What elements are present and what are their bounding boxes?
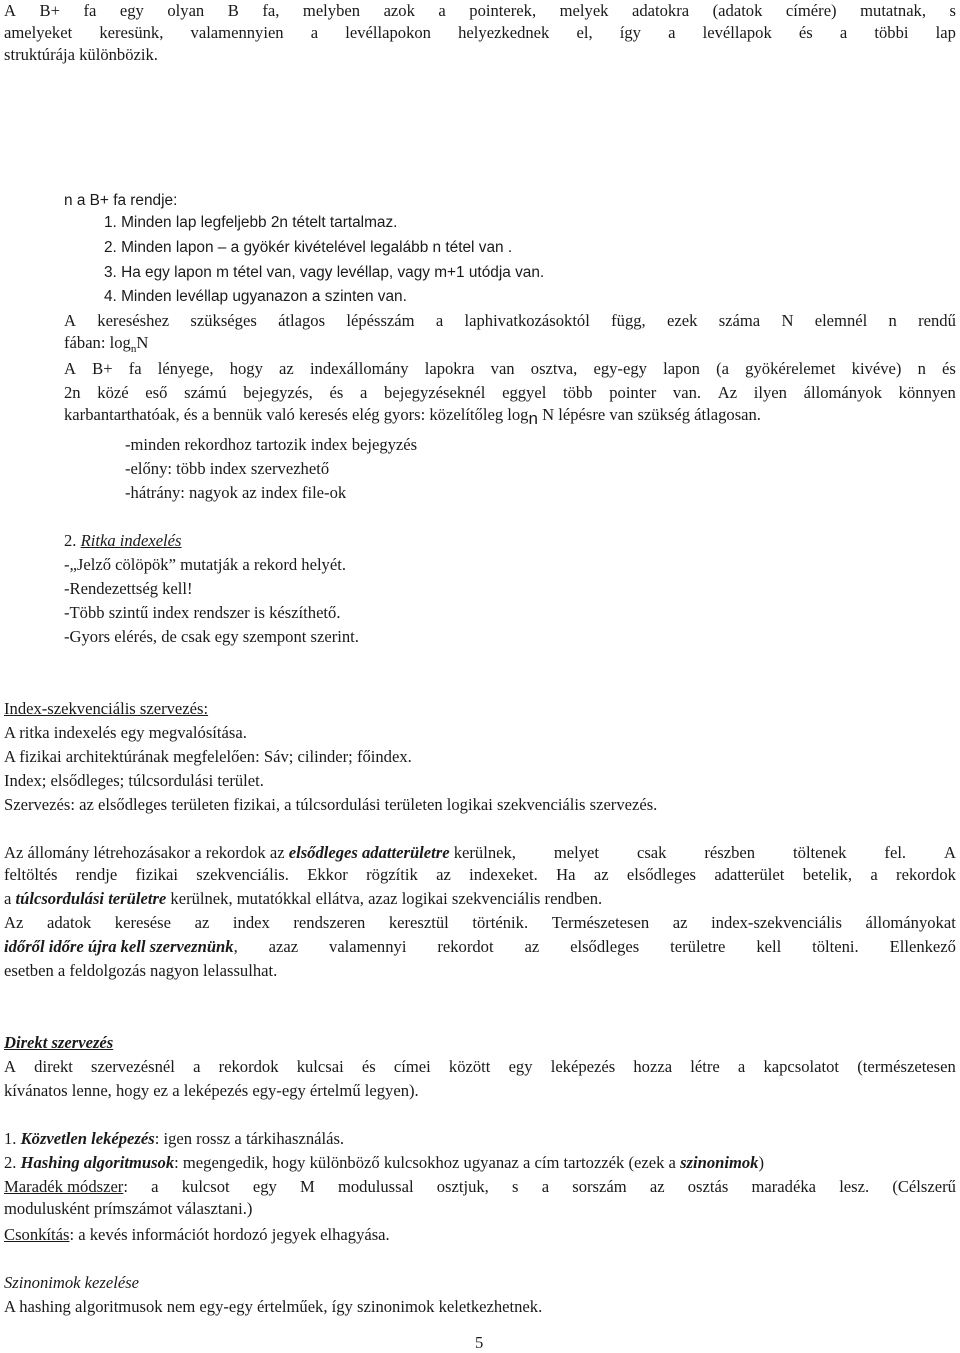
order-item-4: 4. Minden levéllap ugyanazon a szinten van.: [104, 288, 407, 305]
search-line-5: karbantarthatóak, és a bennük való keresés elég gyors: közelítőleg logn N lépésre van szükség átlagosan.: [64, 405, 761, 428]
sparse-point-4: -Gyors elérés, de csak egy szempont szerint.: [64, 627, 359, 646]
page-number: 5: [475, 1333, 484, 1352]
direct-line-1: A direkt szervezésnél a rekordok kulcsai és címei között egy leképezés hozza létre a kapcsolatot (természetesen: [4, 1057, 956, 1076]
intro-line-2: amelyeket keresünk, valamennyien a levéllapokon helyezkednek el, így a levéllapok és a többi lap: [4, 23, 956, 42]
creation-line-1: Az állomány létrehozásakor a rekordok az elsődleges adatterületre kerülnek, melyet csak részben töltenek fel. A: [4, 843, 956, 862]
direct-item-2: 2. Hashing algoritmusok: megengedik, hogy különböző kulcsokhoz ugyanaz a cím tartozzék (ezek a szinonimok): [4, 1153, 765, 1172]
synonyms-heading: Szinonimok kezelése: [4, 1273, 140, 1292]
creation-line-4: Az adatok keresése az index rendszeren keresztül történik. Természetesen az index-szekvenciális állományokat: [4, 913, 956, 932]
isam-line-2: A fizikai architektúrának megfelelően: Sáv; cilinder; főindex.: [4, 747, 412, 766]
order-heading: n a B+ fa rendje:: [64, 192, 178, 209]
remainder-line-1: Maradék módszer : a kulcsot egy M modulussal osztjuk, s a sorszám az osztás maradéka lesz. (Célszerű: [4, 1177, 956, 1196]
isam-line-1: A ritka indexelés egy megvalósítása.: [4, 723, 247, 742]
isam-line-4: Szervezés: az elsődleges területen fizikai, a túlcsordulási területen logikai szekvenciális szervezés.: [4, 795, 658, 814]
creation-line-2: feltöltés rendje fizikai szekvenciális. Ekkor rögzítik az indexeket. Ha az elsődleges adatterület betelik, a rekordok: [4, 865, 956, 884]
search-line-4: 2n közé eső számú bejegyzés, és a bejegyzéseknél eggyel több pointer van. Az ilyen állományok könnyen: [64, 383, 956, 402]
intro-line-3: struktúrája különbözik.: [4, 45, 158, 64]
creation-line-6: esetben a feldolgozás nagyon lelassulhat.: [4, 961, 278, 980]
sparse-heading: 2. Ritka indexelés: [64, 531, 182, 550]
remainder-line-2: modulusként prímszámot választani.): [4, 1199, 253, 1218]
search-line-2: fában: $\log_nN$: [64, 333, 149, 355]
isam-line-3: Index; elsődleges; túlcsordulási terület.: [4, 771, 264, 790]
direct-heading: Direkt szervezés: [4, 1033, 114, 1052]
sparse-point-3: -Több szintű index rendszer is készíthető.: [64, 603, 341, 622]
intro-line-1: A B+ fa egy olyan B fa, melyben azok a pointerek, melyek adatokra (adatok címére) mutatnak, s: [4, 1, 956, 20]
creation-line-5: időről időre újra kell szerveznünk , azaz valamennyi rekordot az elsődleges területre kell tölteni. Ellenkező: [4, 937, 956, 956]
direct-item-1: 1. Közvetlen leképezés: igen rossz a tárkihasználás.: [4, 1129, 345, 1148]
creation-line-3: a túlcsordulási területre kerülnek, mutatókkal ellátva, azaz logikai szekvenciális rendben.: [4, 889, 603, 908]
truncation-line: Csonkítás: a kevés információt hordozó jegyek elhagyása.: [4, 1225, 390, 1244]
sparse-point-2: -Rendezettség kell!: [64, 579, 193, 598]
search-line-1: A kereséshez szükséges átlagos lépésszám a laphivatkozásoktól függ, ezek száma N elemnél n rendű: [64, 311, 956, 330]
dense-point-1: -minden rekordhoz tartozik index bejegyzés: [125, 435, 418, 454]
direct-line-2: kívánatos lenne, hogy ez a leképezés egy-egy értelmű legyen).: [4, 1081, 419, 1100]
order-item-1: 1. Minden lap legfeljebb 2n tételt tartalmaz.: [104, 214, 398, 231]
isam-heading: Index-szekvenciális szervezés:: [4, 699, 209, 718]
sparse-point-1: -„Jelző cölöpök” mutatják a rekord helyét.: [64, 555, 346, 574]
dense-point-2: -előny: több index szervezhető: [125, 459, 330, 478]
dense-point-3: -hátrány: nagyok az index file-ok: [125, 483, 347, 502]
order-item-2: 2. Minden lapon – a gyökér kivételével legalább n tétel van .: [104, 239, 513, 256]
search-line-3: A B+ fa lényege, hogy az indexállomány lapokra van osztva, egy-egy lapon (a gyökérelemet kivéve) n és: [64, 359, 956, 378]
synonyms-line-1: A hashing algoritmusok nem egy-egy értelműek, így szinonimok keletkezhetnek.: [4, 1297, 543, 1316]
order-item-3: 3. Ha egy lapon m tétel van, vagy levéllap, vagy m+1 utódja van.: [104, 264, 545, 281]
